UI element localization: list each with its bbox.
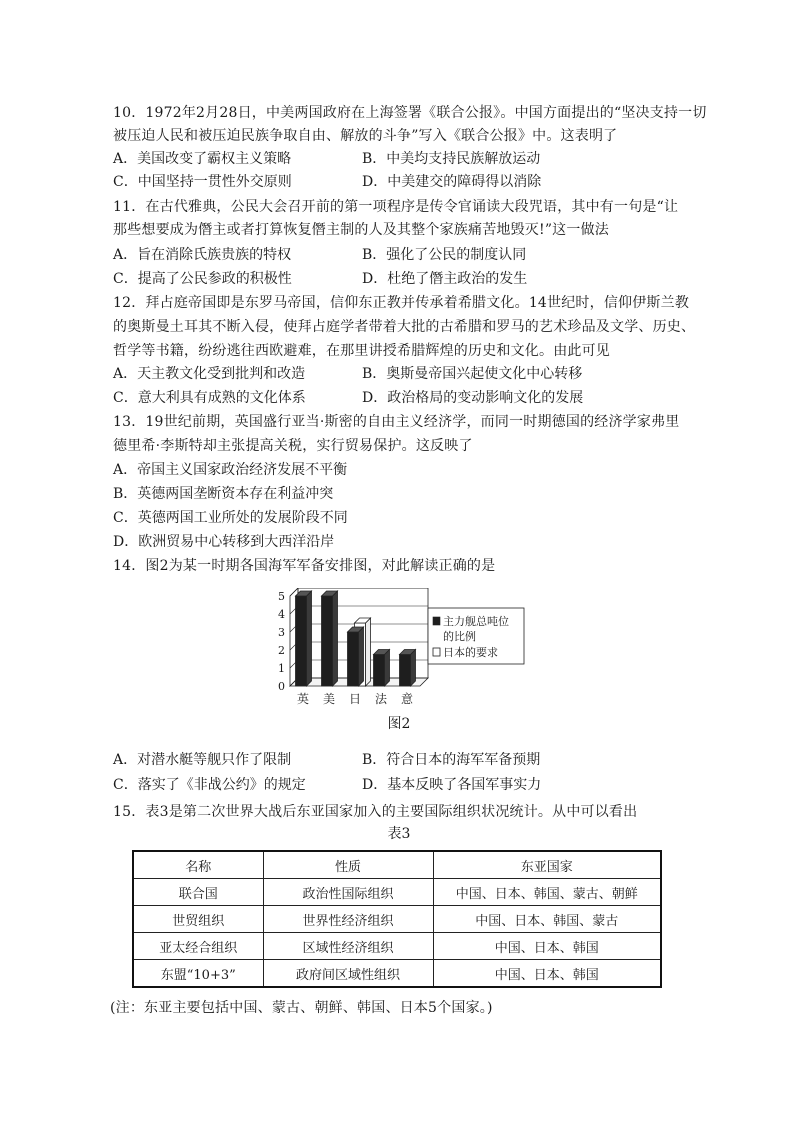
table-cell: 政府间区域性组织 — [263, 960, 433, 988]
figure-caption: 图2 — [387, 716, 411, 732]
table-header-name: 名称 — [133, 851, 263, 879]
q11-option-c[interactable]: C．提高了公民参政的积极性 — [113, 271, 292, 287]
y-tick-label: 1 — [278, 662, 285, 675]
chart-legend — [428, 608, 524, 664]
q11-option-b[interactable]: B．强化了公民的制度认同 — [362, 247, 527, 263]
legend-swatch-main — [433, 617, 440, 625]
table-cell: 区域性经济组织 — [263, 933, 433, 960]
bar-main-1 — [322, 591, 338, 686]
y-tick-label: 4 — [278, 608, 285, 621]
chart-bars — [296, 591, 416, 686]
table-cell: 中国、日本、韩国、蒙古、朝鲜 — [433, 879, 661, 906]
x-tick-label: 英 — [296, 692, 310, 706]
y-tick-label: 3 — [278, 626, 285, 639]
q13-stem-line1: 13．19世纪前期，英国盛行亚当·斯密的自由主义经济学，而同一时期德国的经济学家弗里 — [113, 414, 680, 430]
q12-stem-line3: 哲学等书籍，纷纷逃往西欧避难，在那里讲授希腊辉煌的历史和文化。由此可见 — [113, 343, 610, 359]
q14-option-a[interactable]: A．对潜水艇等舰只作了限制 — [113, 752, 292, 768]
table-cell: 世贸组织 — [133, 906, 263, 933]
legend-label-japan-request: 日本的要求 — [443, 646, 498, 659]
table-note: (注：东亚主要包括中国、蒙古、朝鲜、韩国、日本5个国家。) — [110, 1000, 493, 1016]
q12-option-a[interactable]: A．天主教文化受到批判和改造 — [113, 366, 306, 382]
y-tick-label: 5 — [278, 590, 285, 603]
q15-stem-line1: 15．表3是第二次世界大战后东亚国家加入的主要国际组织状况统计。从中可以看出 — [113, 804, 638, 820]
q13-option-d[interactable]: D．欧洲贸易中心转移到大西洋沿岸 — [113, 534, 335, 550]
bar-main-1-front — [322, 596, 333, 686]
q13-option-c[interactable]: C．英德两国工业所处的发展阶段不同 — [113, 510, 348, 526]
table-cell: 中国、日本、韩国 — [433, 933, 661, 960]
q12-stem-line2: 的奥斯曼土耳其不断入侵，使拜占庭学者带着大批的古希腊和罗马的艺术珍品及文学、历史、 — [113, 319, 696, 335]
table-row — [133, 879, 661, 906]
bar-main-4 — [400, 650, 416, 687]
bar-main-3-front — [374, 655, 385, 687]
q12-option-c[interactable]: C．意大利具有成熟的文化体系 — [113, 390, 306, 406]
q10-stem-line2: 被压迫人民和被压迫民族争取自由、解放的斗争”写入《联合公报》中。这表明了 — [113, 128, 618, 144]
table-header-nature: 性质 — [263, 851, 433, 879]
table-row — [133, 933, 661, 960]
y-tick-label: 2 — [278, 644, 285, 657]
q14-option-b[interactable]: B．符合日本的海军军备预期 — [362, 752, 541, 768]
legend-label-main-line1: 主力舰总吨位 — [443, 615, 509, 628]
x-tick-label: 意 — [400, 692, 414, 706]
legend-label-main-line2: 的比例 — [443, 630, 476, 643]
x-tick-label: 法 — [374, 692, 388, 706]
q10-option-b[interactable]: B．中美均支持民族解放运动 — [362, 151, 541, 167]
bar-main-0-side — [307, 591, 312, 686]
q10-stem-line1: 10．1972年2月28日，中美两国政府在上海签署《联合公报》。中国方面提出的“坚决支持一切 — [113, 105, 707, 121]
table-row — [133, 906, 661, 933]
q12-option-d[interactable]: D．政治格局的变动影响文化的发展 — [362, 390, 584, 406]
bar-main-3 — [374, 650, 390, 687]
q13-stem-line2: 德里希·李斯特却主张提高关税，实行贸易保护。这反映了 — [113, 438, 473, 454]
table-cell: 世界性经济组织 — [263, 906, 433, 933]
q11-stem-line2: 那些想要成为僭主或者打算恢复僭主制的人及其整个家族痛苦地毁灭!”这一做法 — [113, 222, 609, 238]
table-cell: 东盟“10+3” — [133, 960, 263, 988]
table-caption: 表3 — [387, 826, 411, 842]
bar-main-4-side — [411, 650, 416, 687]
table-row — [133, 960, 661, 988]
bar-main-3-side — [385, 650, 390, 687]
q10-option-a[interactable]: A．美国改变了霸权主义策略 — [113, 151, 292, 167]
q12-stem-line1: 12．拜占庭帝国即是东罗马帝国，信仰东正教并传承着希腊文化。14世纪时，信仰伊斯兰教 — [113, 295, 690, 311]
q11-stem-line1: 11．在古代雅典，公民大会召开前的第一项程序是传令官诵读大段咒语，其中有一句是“让 — [113, 199, 679, 215]
q10-option-d[interactable]: D．中美建交的障碍得以消除 — [362, 174, 542, 190]
q13-option-a[interactable]: A．帝国主义国家政治经济发展不平衡 — [113, 462, 348, 478]
intl-org-table — [132, 850, 662, 988]
bar-main-2 — [348, 627, 364, 686]
bar-main-4-front — [400, 655, 411, 687]
table-cell: 中国、日本、韩国 — [433, 960, 661, 988]
q14-option-c[interactable]: C．落实了《非战公约》的规定 — [113, 777, 306, 793]
q10-option-c[interactable]: C．中国坚持一贯性外交原则 — [113, 174, 292, 190]
table-cell: 政治性国际组织 — [263, 879, 433, 906]
q14-stem-line1: 14．图2为某一时期各国海军军备安排图，对此解读正确的是 — [113, 558, 496, 574]
q13-option-b[interactable]: B．英德两国垄断资本存在利益冲突 — [113, 486, 334, 502]
y-tick-label: 0 — [278, 680, 285, 693]
q11-option-d[interactable]: D．杜绝了僭主政治的发生 — [362, 271, 528, 287]
table-header-row — [133, 851, 661, 879]
table-header-countries: 东亚国家 — [433, 851, 661, 879]
bar-main-0 — [296, 591, 312, 686]
table-cell: 中国、日本、韩国、蒙古 — [433, 906, 661, 933]
q12-option-b[interactable]: B．奥斯曼帝国兴起使文化中心转移 — [362, 366, 583, 382]
table-cell: 联合国 — [133, 879, 263, 906]
q11-option-a[interactable]: A．旨在消除氏族贵族的特权 — [113, 247, 292, 263]
bar-main-2-front — [348, 632, 359, 686]
q14-option-d[interactable]: D．基本反映了各国军事实力 — [362, 777, 542, 793]
naval-armament-chart — [268, 588, 538, 710]
table-cell: 亚太经合组织 — [133, 933, 263, 960]
bar-japan-request-2-side — [366, 618, 371, 686]
bar-main-1-side — [333, 591, 338, 686]
bar-main-2-side — [359, 627, 364, 686]
legend-swatch-japan-request — [433, 648, 440, 656]
x-tick-label: 日 — [348, 692, 362, 706]
x-tick-label: 美 — [322, 692, 336, 706]
bar-main-0-front — [296, 596, 307, 686]
